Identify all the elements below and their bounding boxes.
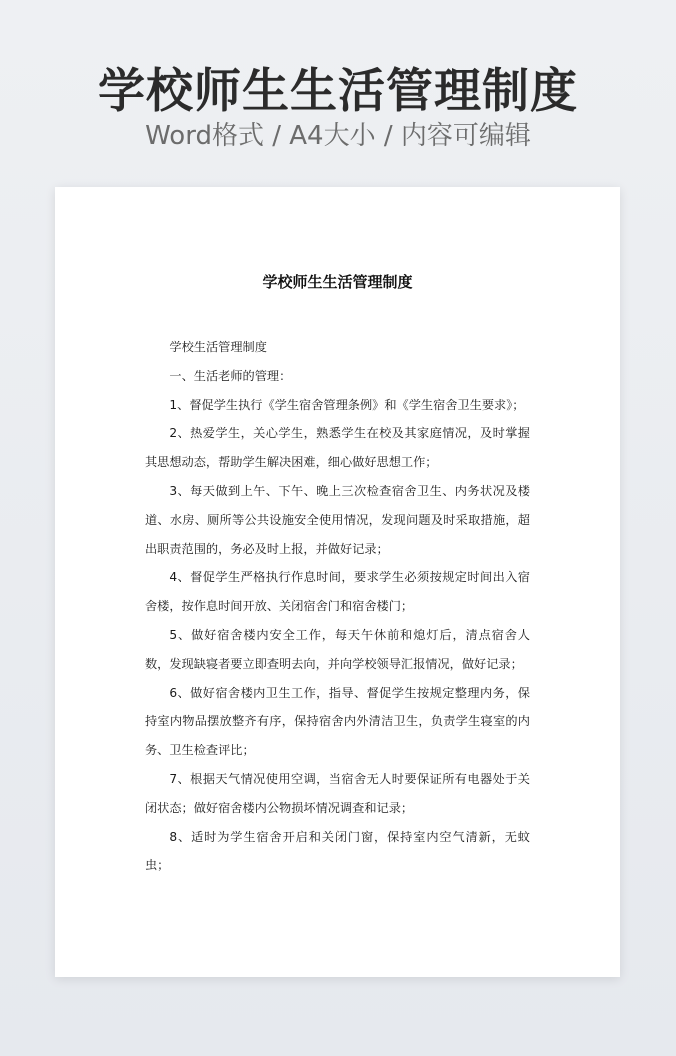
paragraph: 2、热爱学生，关心学生，熟悉学生在校及其家庭情况，及时掌握其思想动态，帮助学生解决困难，细心做好思想工作； — [145, 426, 530, 470]
paragraph: 1、督促学生执行《学生宿舍管理条例》和《学生宿舍卫生要求》； — [169, 397, 525, 412]
paragraph: 3、每天做到上午、下午、晚上三次检查宿舍卫生、内务状况及楼道、水房、厕所等公共设施安全使用情况，发现问题及时采取措施，超出职责范围的，务必及时上报，并做好记录； — [145, 483, 530, 556]
document-title: 学校师生生活管理制度 — [262, 273, 413, 291]
paragraph: 一、生活老师的管理： — [169, 368, 292, 383]
paragraph: 8、适时为学生宿舍开启和关闭门窗，保持室内空气清新，无蚊虫； — [145, 829, 530, 873]
document-page — [55, 187, 620, 977]
document-body — [145, 333, 530, 880]
paragraph: 学校生活管理制度 — [169, 340, 267, 354]
paragraph: 6、做好宿舍楼内卫生工作，指导、督促学生按规定整理内务，保持室内物品摆放整齐有序，保持宿舍内外清洁卫生，负责学生寝室的内务、卫生检查评比； — [145, 685, 530, 758]
paragraph: 7、根据天气情况使用空调，当宿舍无人时要保证所有电器处于关闭状态；做好宿舍楼内公物损坏情况调查和记录； — [145, 771, 530, 815]
banner-subtitle: Word格式 / A4大小 / 内容可编辑 — [145, 121, 531, 151]
banner-title: 学校师生生活管理制度 — [98, 64, 578, 119]
paragraph: 4、督促学生严格执行作息时间，要求学生必须按规定时间出入宿舍楼，按作息时间开放、关闭宿舍门和宿舍楼门； — [145, 570, 530, 614]
paragraph: 5、做好宿舍楼内安全工作，每天午休前和熄灯后，清点宿舍人数，发现缺寝者要立即查明去向，并向学校领导汇报情况，做好记录； — [145, 627, 530, 671]
